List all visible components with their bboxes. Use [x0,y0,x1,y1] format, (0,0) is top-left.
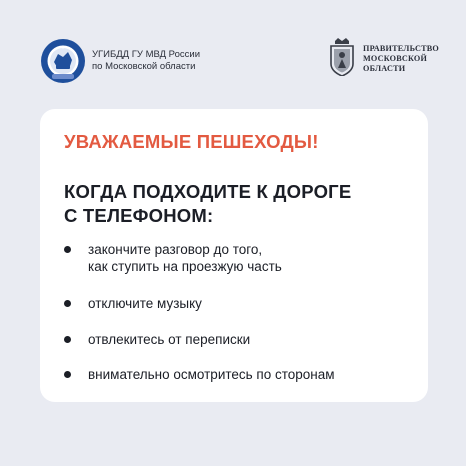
list-item-text: отвлекитесь от переписки [88,332,251,347]
headline-line1: КОГДА ПОДХОДИТЕ К ДОРОГЕ [64,181,352,202]
bullet-icon [64,300,71,307]
greeting-title: УВАЖАЕМЫЕ ПЕШЕХОДЫ! [64,131,319,152]
moscow-region-name-line3: ОБЛАСТИ [363,64,406,73]
list-item-text: внимательно осмотритесь по сторонам [88,367,335,382]
bullet-icon [64,246,71,253]
list-item-text: отключите музыку [88,296,202,311]
message-card [40,109,428,402]
header [0,0,466,100]
list-item-text-line2: как ступить на проезжую часть [88,259,282,274]
list-item-text-line1: закончите разговор до того, [88,242,263,257]
traffic-police-name-line2: по Московской области [92,60,196,72]
traffic-police-emblem-icon [40,38,86,84]
moscow-region-name-line2: МОСКОВСКОЙ [363,54,428,63]
moscow-region-coat-of-arms-icon [329,38,355,76]
moscow-region-government-name [363,44,439,74]
bullet-icon [64,336,71,343]
traffic-police-name [92,49,200,72]
bullet-icon [64,371,71,378]
traffic-police-name-line1: УГИБДД ГУ МВД России [92,49,200,60]
headline [64,180,351,228]
headline-line2: С ТЕЛЕФОНОМ: [64,205,214,226]
moscow-region-name-line1: ПРАВИТЕЛЬСТВО [363,44,439,53]
